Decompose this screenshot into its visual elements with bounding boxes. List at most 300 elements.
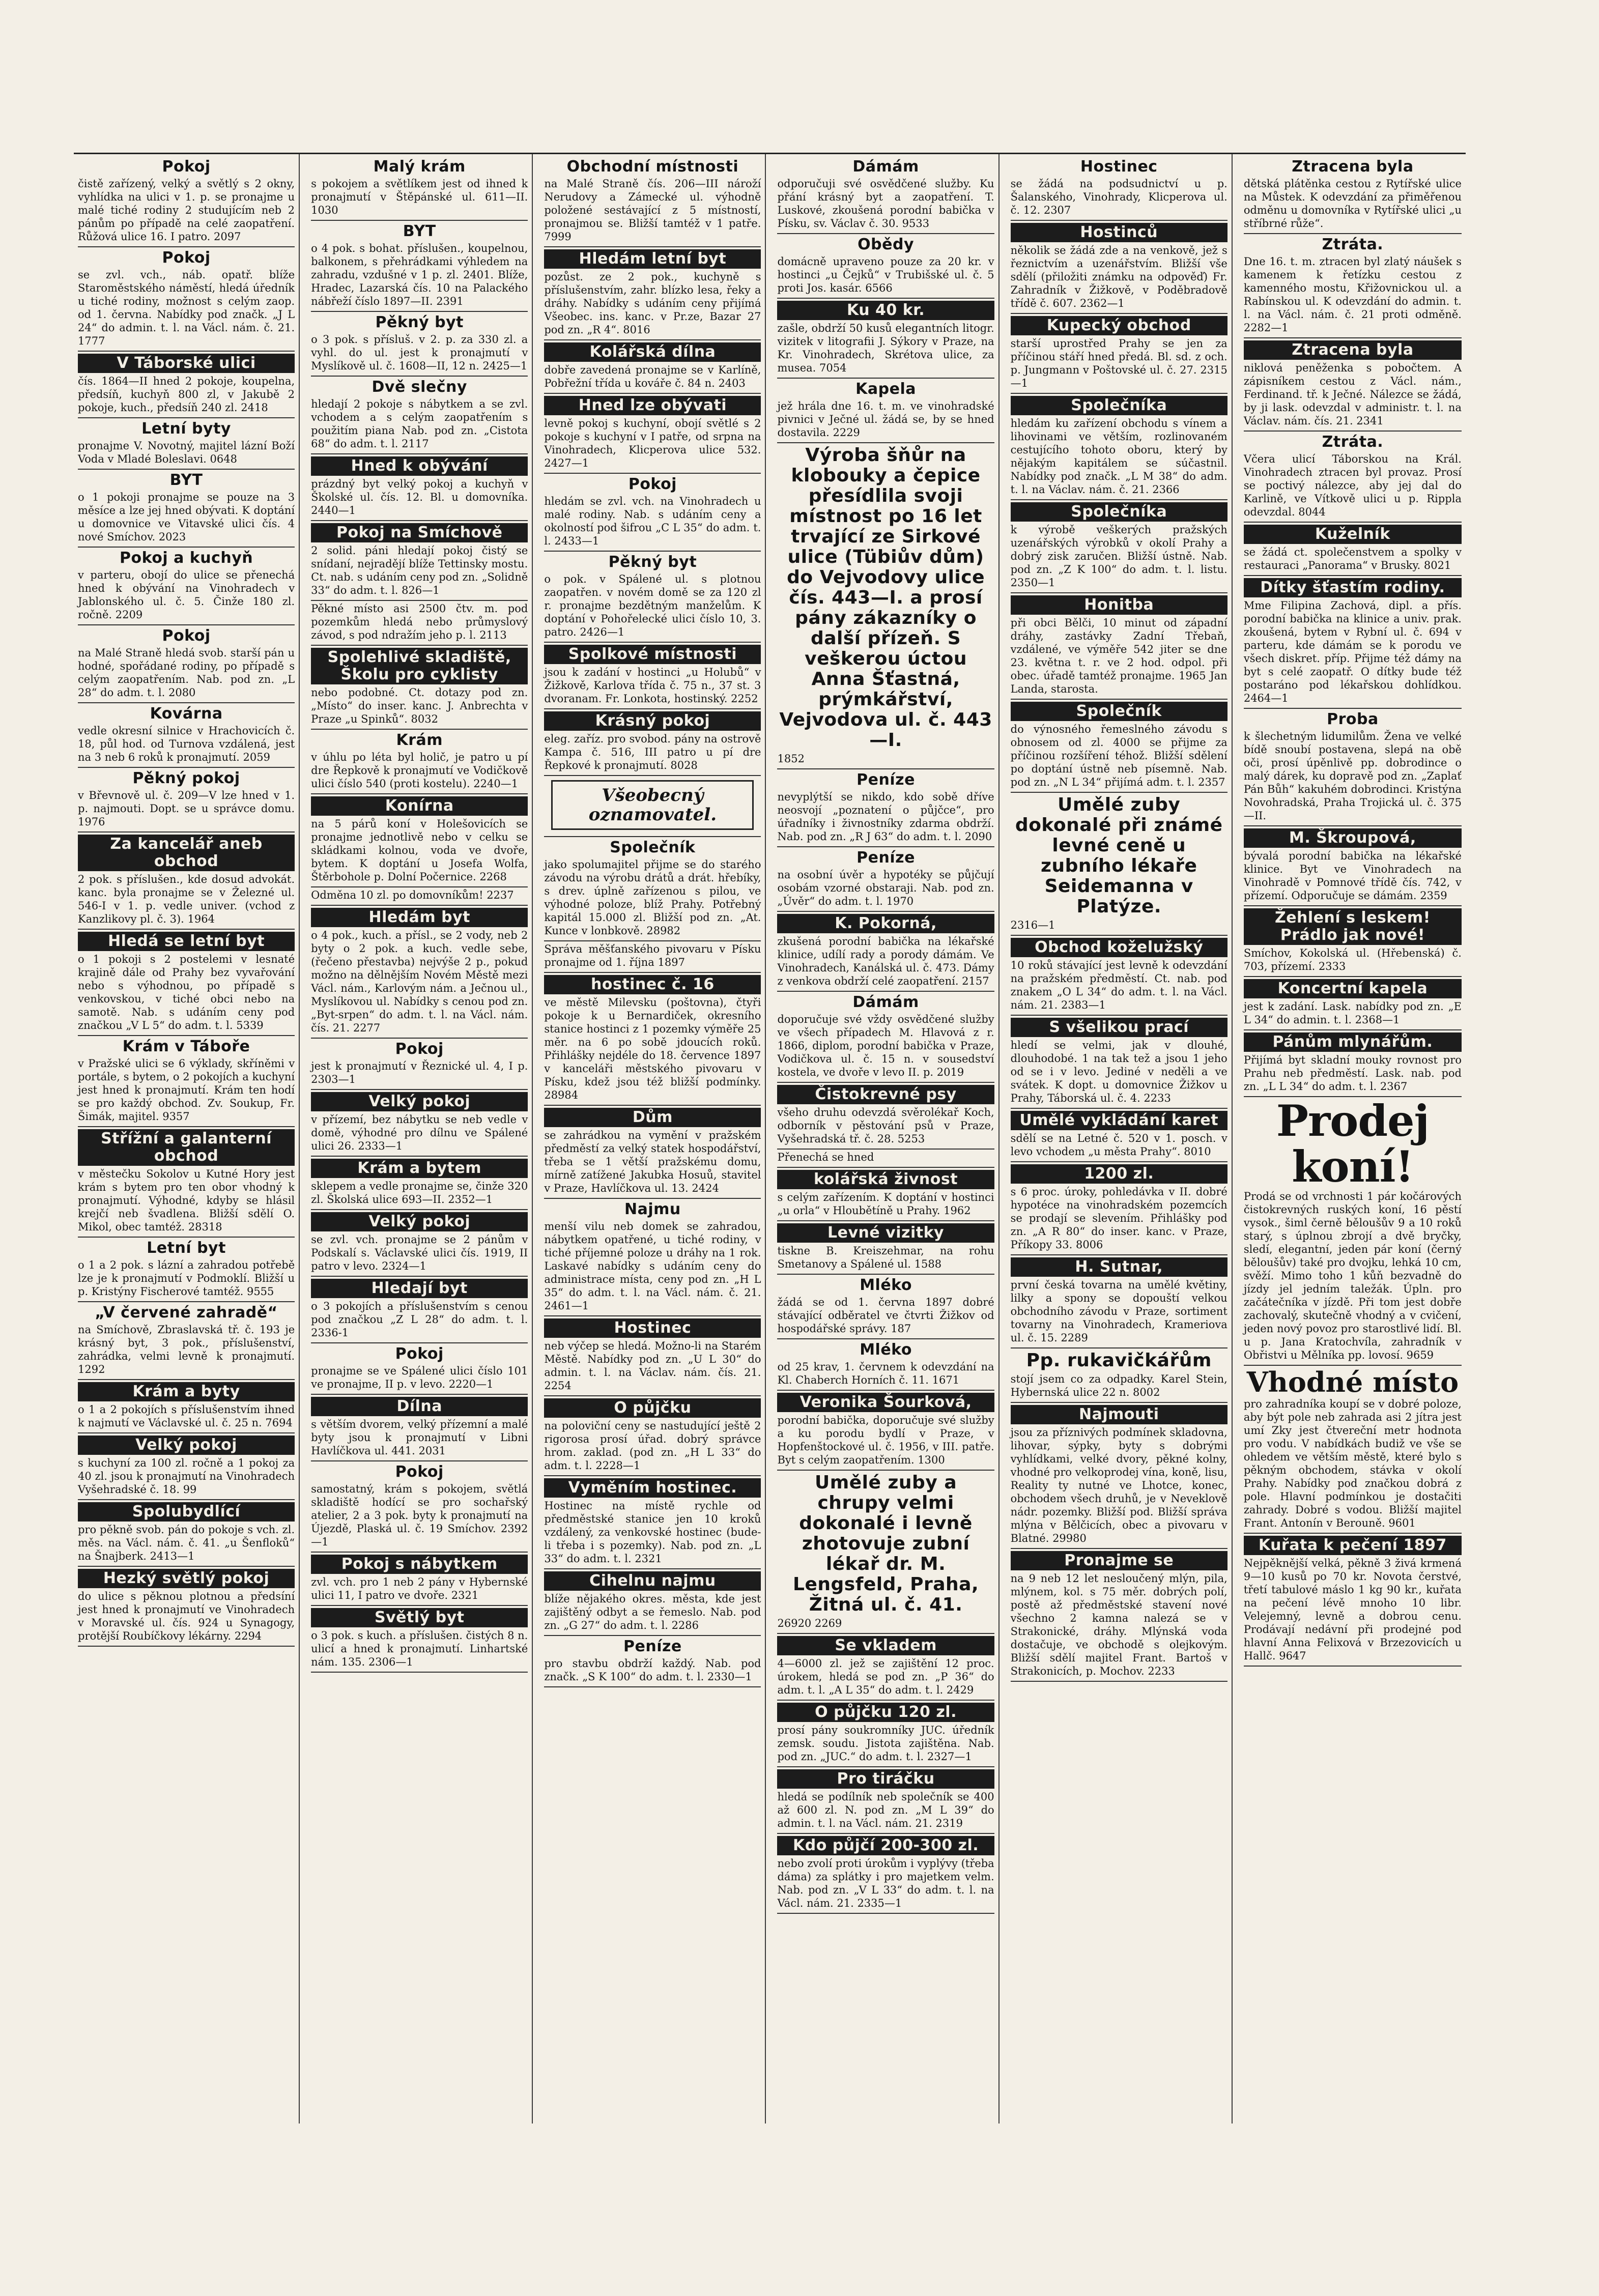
ad-body: o 1 a 2 pokojích s příslušenstvím ihned k najmutí ve Václavské ul. č. 25 n. 7694 <box>78 1403 295 1429</box>
ad-body: Dne 16. t. m. ztracen byl zlatý náušek s kamenem k řetízku cestou z kamenného mostu, Křižovnickou ul. a Rabínskou ul. K odevzdání do admin. t. l. na Václ. nám. č. 21 proti odměně. 2282—1 <box>1243 255 1462 334</box>
ad-body: Smíchov, Kokolská ul. (Hřebenská) č. 703, přízemí. 2333 <box>1243 947 1462 972</box>
ad-heading: Krásný pokoj <box>544 711 761 731</box>
ad-body: v městečku Sokolov u Kutné Hory jest krám s bytem pro ten obor vhodný k pronajmutí. Výhodné, kdyby se hlásil krejčí neb švadlena. Bližší sdělí O. Mikol, obec tamtéž. 28318 <box>78 1168 295 1233</box>
ad-heading: Spolehlivé skladiště, Školu pro cyklisty <box>311 648 528 684</box>
ad-body: porodní babička, doporučuje své služby a ku porodu bydlí v Praze, v Hopfenštockové ul. č. 1956, v III. patře. Byt s celým zaopatřením. 1300 <box>777 1414 994 1466</box>
classified-ad <box>311 1606 528 1673</box>
ad-heading: K. Pokorná, <box>777 914 994 933</box>
classified-ad <box>544 837 761 941</box>
ad-body: vedle okresní silnice v Hrachovicích č. 18, půl hod. od Turnova vzdálená, jest na 3 neb 6 roků k pronajmutí. 2059 <box>78 725 295 763</box>
classified-ad <box>1011 700 1227 793</box>
ad-body: Mme Filipina Zachová, dipl. a přís. porodní babička na klinice a univ. prak. zkoušená, bytem v Rybní ul. č. 694 v parteru, kde dámám se k porodu ve všech diskret. příp. Přijme též dámy na byt s celé zaopatř. O dítky bude též postaráno pod lékařskou dohlídkou. 2464—1 <box>1243 599 1462 704</box>
classified-ad <box>544 474 761 552</box>
ad-heading: Krám a byty <box>78 1382 295 1401</box>
classified-ad <box>78 1036 295 1127</box>
ad-body: čís. 1864—II hned 2 pokoje, koupelna, předsíň, kuchyň 800 zl, v Jakubě 2 pokoje, kuch., předsíň 240 zl. 2418 <box>78 375 295 414</box>
ad-body: pronajme se ve Spálené ulici číslo 101 ve pronajme, II p. v levo. 2220—1 <box>311 1365 528 1390</box>
classified-ad <box>1011 1403 1227 1549</box>
section-banner: Všeobecný oznamovatel. <box>551 780 754 830</box>
classified-ad <box>311 1277 528 1343</box>
classified-ad <box>78 418 295 470</box>
classified-ad <box>777 234 994 299</box>
classified-ad <box>311 377 528 454</box>
classified-ad <box>311 312 528 377</box>
classified-ad <box>311 1157 528 1210</box>
ad-heading: Velký pokoj <box>78 1436 295 1455</box>
classified-ad <box>311 646 528 730</box>
ad-body: hledá se podílník neb společník se 400 až 600 zl. N. pod zn. „M L 39“ do admin. t. l. na Václ. nám. 21. 2319 <box>777 1791 994 1829</box>
ad-heading: Střížní a galanterní obchod <box>78 1129 295 1166</box>
ad-body: s pokojem a světlíkem jest od ihned k pronajmutí v Štěpánské ul. 611—II. 1030 <box>311 178 528 216</box>
classified-ad <box>544 643 761 709</box>
ad-heading: Pokoj na Smíchově <box>311 523 528 542</box>
ad-heading: Žehlení s leskem! Prádlo jak nové! <box>1244 908 1462 945</box>
classified-ad <box>544 552 761 643</box>
ad-heading: Honitba <box>1011 595 1227 615</box>
ad-heading: BYT <box>169 471 203 489</box>
ad-heading: Umělé zuby a chrupy velmi dokonalé i levně zhotovuje zubní lékař dr. M. Lengsfeld, Praha, Žitná ul. č. 41. <box>793 1472 979 1615</box>
ad-heading: Společníka <box>1011 502 1227 522</box>
ad-body: v parteru, obojí do ulice se přenechá hned k obývání na Vinohradech v Jablonského ul. č. 5. Činže 180 zl. ročně. 2209 <box>78 569 295 621</box>
classified-ad <box>544 1476 761 1569</box>
ad-heading: Proba <box>1327 710 1379 728</box>
ad-heading: Levné vizitky <box>777 1223 994 1243</box>
classified-ad <box>777 1834 994 1914</box>
ad-heading: Mléko <box>860 1276 912 1294</box>
ad-heading: Ztráta. <box>1322 433 1384 451</box>
ad-heading: Ztracena byla <box>1292 158 1414 176</box>
ad-body: jest k zadání. Lask. nabídky pod zn. „E L 34“ do admin. t. l. 2368—1 <box>1243 1000 1462 1026</box>
ad-body: Včera ulicí Táborskou na Král. Vinohradech ztracen byl provaz. Prosí se poctivý nálezce, aby jej dal do Karlině, ve Vítkově ulici u p. Rippla odevzdal. 8044 <box>1243 453 1462 518</box>
ad-body: jsou za příznivých podmínek skladovna, lihovar, sýpky, byty s dobrými vyhlídkami, velké dvory, pěkné kolny, vhodné pro velkoprodej vína, koně, lisu, Reality ty nutné ve Lhotce, konec, obchodem všech druhů, je v Neveklově nádr. pozemky. Bližší pod. Bližší správa mlýna v Bělčicích, obec a pivovaru v Blatné. 29980 <box>1010 1426 1227 1544</box>
classified-ad <box>311 730 528 794</box>
ad-body: neb výčep se hledá. Možno-li na Starém Městě. Nabídky pod zn. „U L 30“ do admin. t. l. na Václav. nám. čís. 21. 2254 <box>544 1340 761 1392</box>
classified-ad <box>777 1767 994 1834</box>
ad-body: jež hrála dne 16. t. m. ve vinohradské pivnici v Ječné ul. žádá se, by se hned dostavila. 2229 <box>777 400 994 439</box>
classified-ad <box>777 1339 994 1391</box>
ad-heading: Pokoj <box>162 249 211 267</box>
ad-heading: Hned lze obývati <box>544 396 761 415</box>
ad-heading: S všelikou prací <box>1011 1018 1227 1037</box>
ad-heading: Letní byt <box>147 1239 226 1257</box>
ad-heading: Kuřata k pečení 1897 <box>1244 1536 1462 1555</box>
ad-heading: Společník <box>610 839 696 856</box>
ad-heading: Prodej koní! <box>1276 1096 1429 1192</box>
ad-body: Pěkné místo asi 2500 čtv. m. pod pozemkům hledá nebo průmyslový závod, s pod ndražím jeho p. l. 2113 <box>311 602 528 641</box>
ad-body: o 1 pokoji s 2 postelemi v lesnaté krajině dále od Prahy bez vyvařování nebo s výhodnou, po případě s venkovskou, v tiché obci nebo na samotě. Nab. s udáním ceny pod značkou „V L 5“ do adm. t. l. 5339 <box>78 953 295 1031</box>
ad-heading: Pokoj s nábytkem <box>311 1555 528 1574</box>
ad-heading: Pokoj <box>395 1345 444 1363</box>
ad-heading: Hned k obývání <box>311 456 528 476</box>
ad-heading: Světlý byt <box>311 1608 528 1627</box>
ad-heading: V Táborské ulici <box>78 354 295 373</box>
classified-ad <box>78 1127 295 1238</box>
ad-body: o 3 pokojích a příslušenstvím s cenou pod značkou „Z L 28“ do adm. t. l. 2336-1 <box>311 1300 528 1339</box>
ad-heading: Kdo půjčí 200-300 zl. <box>777 1836 994 1855</box>
classified-ad <box>78 625 295 703</box>
column-2 <box>307 154 533 2123</box>
ad-body: o 3 pok. s přísluš. v 2. p. za 330 zl. a vyhl. do ul. jest k pronajmutí v Myslíkově ul. č. 1608—II, 12 n. 2425—1 <box>311 333 528 372</box>
classified-ad <box>544 1396 761 1476</box>
ad-heading: Hostinec <box>1080 158 1158 176</box>
ad-heading: O půjčku 120 zl. <box>777 1703 994 1722</box>
classified-ad <box>544 247 761 340</box>
ad-heading: Dvě slečny <box>372 378 467 396</box>
ad-heading: Pokoj <box>395 1463 444 1481</box>
ad-body: zkušená porodní babička na lékařské klinice, udílí rady a porody dámám. Ve Vinohradech, Kanálská ul. č. 473. Dámy z venkova obdrží celé zaopatření. 2157 <box>777 935 994 987</box>
ad-body: sklepem a vedle pronajme se, činže 320 zl. Školská ulice 693—II. 2352—1 <box>311 1180 528 1206</box>
ad-body: s celým zařízením. K doptání v hostinci „u orla“ v Hloubětíně u Prahy. 1962 <box>777 1191 994 1217</box>
classified-ad <box>544 340 761 394</box>
ad-body: pronajme V. Novotný, majitel lázní Boží Voda v Mladé Boleslavi. 0648 <box>78 440 295 465</box>
ad-body: v Pražské ulici se 6 výklady, skříněmi v portále, s bytem, o 2 pokojích a kuchyní jest hned k pronajmutí. Krám ten hodí se pro každý obchod. Zv. Soukup, Fr. Šimák, majitel. 9357 <box>78 1057 295 1123</box>
ad-heading: Se vkladem <box>777 1636 994 1655</box>
ad-heading: Pokoj a kuchyň <box>120 549 253 567</box>
classified-ad <box>1244 432 1462 523</box>
ad-heading: Hostinců <box>1011 223 1227 242</box>
classified-ad <box>1011 1348 1227 1403</box>
ad-body: 2316—1 <box>1010 919 1055 931</box>
ad-heading: Dům <box>544 1108 761 1127</box>
ad-body: dobře zavedená pronajme se v Karlíně, Pobřežní třída u kováře č. 84 n. 2403 <box>544 364 761 389</box>
classified-ad <box>78 156 295 247</box>
ad-body: doporučuje své vždy osvědčené služby ve všech případech M. Hlavová z r. 1866, diplom, porodní babička v Praze, Vodičkova ul. č. 15 n. v sousedství kostela, ve dvoře v levo II. p. 2019 <box>777 1013 994 1078</box>
classified-ad <box>78 1380 295 1433</box>
ad-body: žádá se od 1. června 1897 dobré stávající odběratel ve čtvrti Žižkov od hospodářské správy. 187 <box>777 1296 994 1335</box>
ad-heading: Malý krám <box>373 158 466 176</box>
ad-body: v úhlu po léta byl holič, je patro u pí dre Řepkově k pronajmutí ve Vodičkově ulici číslo 540 (proti kostelu). 2240—1 <box>311 751 528 790</box>
ad-heading: Konírna <box>311 796 528 816</box>
classified-ad <box>777 1701 994 1767</box>
classified-ad <box>78 833 295 930</box>
classified-ad <box>1011 156 1227 221</box>
classified-ad <box>777 1083 994 1150</box>
ad-heading: kolářská živnost <box>777 1170 994 1189</box>
classified-ad <box>78 1302 295 1380</box>
classified-ad <box>544 1636 761 1687</box>
ad-heading: M. Škroupová, <box>1244 828 1462 848</box>
ad-body: první česká tovarna na umělé květiny, lilky a spony se dopouští velkou obchodního závodu v Praze, sortiment tovarny na Vinohradech, Krameriova ul. č. 15. 2289 <box>1010 1279 1227 1344</box>
ad-heading: Hledají byt <box>311 1279 528 1298</box>
ad-body: při obci Bělči, 10 minut od západní dráhy, zastávky Zadní Třebaň, vzdálené, ve výměře 542 jiter se dne 23. května t. r. ve 2 hod. odpol. při obec. úřadě tamtéž pronajme. 1965 Jan Landa, starosta. <box>1010 617 1227 695</box>
ad-heading: Ztráta. <box>1322 236 1384 253</box>
classified-ad <box>777 1634 994 1701</box>
classified-ad <box>1244 1097 1462 1366</box>
ad-heading: Kovárna <box>150 705 223 723</box>
ad-heading: Pěkný byt <box>608 553 697 571</box>
classified-ad <box>311 1210 528 1277</box>
ad-heading: Cihelnu najmu <box>544 1571 761 1591</box>
ad-body: Správa měšťanského pivovaru v Písku pronajme od 1. října 1897 <box>544 943 761 968</box>
classified-ad <box>1244 826 1462 906</box>
ad-body: Přenechá se hned <box>777 1151 874 1163</box>
classified-ad <box>1244 977 1462 1030</box>
column-5 <box>1007 154 1233 2123</box>
ad-heading: Kuželník <box>1244 525 1462 544</box>
ad-heading: Peníze <box>856 849 915 867</box>
ad-heading: Hostinec <box>544 1318 761 1338</box>
ad-heading: Kapela <box>855 380 916 398</box>
classified-ad <box>78 768 295 833</box>
classified-ad <box>1011 314 1227 394</box>
classified-ad <box>311 454 528 521</box>
ad-body: domácně upraveno pouze za 20 kr. v hostinci „u Čejků“ v Trubišské ul. č. 5 proti Jos. kasár. 6566 <box>777 255 994 294</box>
ad-body: na Smíchově, Zbraslavská tř. č. 193 je krásný byt, 3 pok., příslušenství, zahrádka, velmi levně k pronajmutí. 1292 <box>78 1324 295 1375</box>
ad-body: se zvl. vch., náb. opatř. blíže Staroměstského náměstí, hledá úředník u tiché rodiny, možnost s celým zaop. od 1. června. Nabídky pod značk. „J L 24“ do admin. t. l. na Václ. nám. č. 21. 1777 <box>78 269 295 347</box>
ad-heading: Pěkný byt <box>375 313 464 331</box>
ad-heading: Hledá se letní byt <box>78 932 295 951</box>
ad-heading: Obchod koželužský <box>1011 938 1227 957</box>
newspaper-page <box>74 153 1466 2123</box>
classified-ad <box>777 379 994 443</box>
ad-body: Hostinec na místě rychle od předměstské stanice jen 10 kroků vzdálený, za venkovské hostinec (bude-li třeba i s pozemky). Nab. pod zn. „L 33“ do adm. t. l. 2321 <box>544 1500 761 1565</box>
ad-body: o 4 pok. s bohat. příslušen., koupelnou, balkonem, s přehrádkami výhledem na zahradu, vzdušné v 1 p. zl. 2401. Blíže, Hradec, Lazarská čís. 10 na Palackého nábřeží číslo 1897—II. 2391 <box>311 242 528 307</box>
ad-body: hledají 2 pokoje s nábytkem a se zvl. vchodem a s celým zaopatřením s použitím piana Nab. pod zn. „Cistota 68“ do adm. t. l. 2117 <box>311 398 528 450</box>
ad-body: o 1 a 2 pok. s lázní a zahradou potřebě lze je k pronajmutí v Podmoklí. Bližší u p. Kristýny Fischerové tamtéž. 9555 <box>78 1259 295 1298</box>
ad-heading: Krám v Táboře <box>122 1038 250 1055</box>
ad-body: o 1 pokoji pronajme se pouze na 3 měsíce a lze jej hned obývati. K doptání u domovnice ve Vitavské ulici čís. 4 nové Smíchov. 2023 <box>78 491 295 543</box>
classified-ad <box>777 992 994 1083</box>
classified-ad <box>1011 1016 1227 1109</box>
ad-body: 2 pok. s příslušen., kde dosud advokát. kanc. byla pronajme se v Železné ul. 546-I v 1. p. vedle univer. (vchod z Kanzlikovy pl. č. 3). 1964 <box>78 873 295 925</box>
ad-heading: 1200 zl. <box>1011 1164 1227 1184</box>
ad-heading: Krám <box>396 731 443 749</box>
ad-body: blíže nějakého okres. města, kde jest zajištěný odbyt a se řemeslo. Nab. pod zn. „G 27“ do adm. t. l. 2286 <box>544 1593 761 1631</box>
ad-heading: Veronika Šourková, <box>777 1393 994 1412</box>
classified-ad <box>777 299 994 379</box>
ad-body: dětská plátěnka cestou z Rytířské ulice na Můstek. K odevzdání za přiměřenou odměnu u domovníka v Rytířské ulici „u stříbrné růže“. <box>1243 178 1462 229</box>
ad-body: sdělí se na Letné č. 520 v 1. posch. v levo vchodem „u města Prahy“. 8010 <box>1010 1132 1227 1158</box>
ad-body: pro pěkně svob. pán do pokoje s vch. zl. měs. na Václ. nám. č. 41. „u Šenfloků“ na Šnajberk. 2413—1 <box>78 1524 295 1562</box>
ad-heading: Pokoj <box>162 158 211 176</box>
ad-body: v přízemí, bez nábytku se neb vedle v domě, výhodné pro dílnu ve Spálené ulici 26. 2333—1 <box>311 1113 528 1152</box>
ad-body: pro zahradníka koupí se v dobré poloze, aby být pole neb zahrada asi 2 jítra jest umí Zky jest čtvereční metr hodnota pro vodu. V nabídkách budiž ve vše se ohledem ve větším městě, které bylo s pěkným obchodem, stávka v okolí Prahy. Nabídky pod značkou dobrá z pole. Hlavní podmínkou je dostačiti zahrady. Dobré s vodou. Bližší majitel Frant. Antonín v Berouně. 9601 <box>1243 1398 1462 1529</box>
ad-heading: Pro tiráčku <box>777 1769 994 1789</box>
ad-body: 4—6000 zl. jež se zajištění 12 proc. úrokem, hledá se pod zn. „P 36“ do adm. t. l. „A L 35“ do adm. t. l. 2429 <box>777 1657 994 1696</box>
ad-heading: Pánům mlynářům. <box>1244 1032 1462 1052</box>
classified-ad <box>544 1316 761 1396</box>
classified-ad <box>1244 523 1462 576</box>
ad-heading: Obchodní místnosti <box>566 158 739 176</box>
classified-ad <box>1244 338 1462 432</box>
classified-ad <box>311 1395 528 1461</box>
ad-heading: Výroba šňůr na klobouky a čepice přesídlila svoji místnost po 16 let trvající ze Sirkové ulice (Tübiův dům) do Vejvodovy ulice čís. 443—I. a prosí pány zákazníky o další přízeň. S veškerou úctou Anna Šťastná, prýmkářství, Vejvodova ul. č. 443—I. <box>779 445 992 751</box>
classified-ad <box>1011 500 1227 593</box>
column-1 <box>74 154 300 2123</box>
classified-ad <box>777 156 994 234</box>
ad-body: stojí jsem co za odpadky. Karel Stein, Hybernská ulice 22 n. 8002 <box>1010 1373 1227 1398</box>
classified-ad <box>1011 1162 1227 1255</box>
ad-body: prosí pány soukromníky JUC. úředník zemsk. soudu. Jistota zajištěna. Nab. pod zn. „JUC.“ do adm. t. l. 2327—1 <box>777 1724 994 1763</box>
ad-body: do ulice s pěknou plotnou a předsíní jest hned k pronajmutí ve Vinohradech v Moravské ul. čís. 924 u Synagogy, protější Roubíčkovy lékárny. 2294 <box>78 1590 295 1642</box>
ad-body: na Malé Straně hledá svob. starší pán u hodné, spořádané rodiny, po případě s celým zaopatřením. Nab. pod zn. „L 28“ do adm. t. l. 2080 <box>78 647 295 699</box>
ad-heading: Kupecký obchod <box>1011 316 1227 335</box>
classified-ad <box>311 221 528 312</box>
ad-heading: Krám a bytem <box>311 1159 528 1178</box>
classified-ad <box>544 776 761 837</box>
classified-ad <box>1011 394 1227 500</box>
ad-heading: Čistokrevné psy <box>777 1085 994 1104</box>
classified-ad <box>311 1039 528 1090</box>
classified-ad <box>1244 709 1462 826</box>
ad-body: se zahrádkou na vymění v pražském předměstí za velký statek hospodářství, třeba se 1 větší pražskému domu, mírně zatížené Jakubka Hosuů, stavitel v Praze, Havlíčkova ul. 13. 2424 <box>544 1129 761 1194</box>
ad-body: 26920 2269 <box>777 1617 842 1629</box>
ad-heading: Za kancelář aneb obchod <box>78 835 295 871</box>
ad-body: se žádá na podsudnictví u p. Šalanského, Vinohrady, Klicperova ul. č. 12. 2307 <box>1010 178 1227 216</box>
ad-body: do výnosného řemeslného závodu s obnosem od zl. 4000 se přijme za příčinou rozšíření téhož. Bližší sdělení po doptání ústně neb písemně. Nab. pod zn. „N L 34“ přijímá adm. t. l. 2357 <box>1010 723 1227 788</box>
classified-ad <box>544 709 761 776</box>
ad-heading: Peníze <box>856 771 915 789</box>
classified-ad <box>78 1238 295 1302</box>
ad-body: pozůst. ze 2 pok., kuchyně s příslušenstvím, zahr. blízko lesa, řeky a dráhy. Nabídky s udáním ceny přijímá Všeobec. ins. kanc. v Pr.ze, Bazar 27 pod zn. „R 4“. 8016 <box>544 271 761 336</box>
ad-heading: Pp. rukavičkářům <box>1026 1350 1212 1371</box>
ad-body: 10 roků stávající jest levně k odevzdání na pražském předměstí. Ct. nab. pod znakem „O L 34“ do adm. t. l. na Václ. nám. 21. 2383—1 <box>1010 959 1227 1011</box>
classified-ad <box>1011 1549 1227 1682</box>
ad-body: o pok. v Spálené ul. s plotnou zaopatřen. v novém domě se za 120 zl r. pronajme bezdětným manželům. K doptání v Pohořelecké ulici číslo 10, 3. patro. 2426—1 <box>544 573 761 638</box>
ad-body: odporučuji své osvědčené služby. Ku přání krásný byt a zaopatření. T. Luskové, zkoušená porodní babička v Písku, sv. Václav č. 30. 9533 <box>777 178 994 229</box>
ad-heading: „V červené zahradě“ <box>95 1304 278 1322</box>
ad-heading: Ku 40 kr. <box>777 301 994 320</box>
classified-ad <box>777 1168 994 1221</box>
classified-ad <box>544 1199 761 1316</box>
ad-heading: Pronajme se <box>1011 1551 1227 1570</box>
classified-ad <box>311 906 528 1039</box>
ad-body: o 4 pok., kuch. a přísl., se 2 vody, neb 2 byty o 2 pok. a kuch. vedle sebe, (řečeno přestavba) nejvýše 2 p., pokud možno na dělnějším Novém Městě mezi Václ. nám., Karlovým nám. a Ječnou ul., Myslíkovou ul. Nabídky s cenou pod zn. „Byt-srpen“ do adm. t. l. na Václ. nám. čís. 21. 2277 <box>311 929 528 1034</box>
ad-body: na 9 neb 12 let nesloučený mlýn, pila, mlýnem, kol. s 75 měr. dobrých polí, postě až předměstské stavení nové všechno 2 kamna nalezá se v Strakonické, dráhy. Mlýnská voda dostačuje, ve obchodě s olejkovým. Bližší sdělí majitel Frant. Bartoš v Strakonicích, p. Mochov. 2233 <box>1010 1572 1227 1677</box>
classified-ad <box>1011 1109 1227 1162</box>
classified-ad <box>78 1433 295 1500</box>
ad-body: hledám ku zařízení obchodu s vínem a lihovinami ve větším, rozlinovaném cestujícího tohoto oboru, který by nějakým kapitálem se súčastnil. Nabídky pod značk. „L M 38“ do adm. t. l. na Václav. nám. č. 21. 2366 <box>1010 417 1227 496</box>
ad-heading: Dámám <box>852 993 919 1011</box>
ad-body: ve městě Milevsku (poštovna), čtyři pokoje k u Bernardiček, okresního stanice hostinci z 1 pozemky výměře 25 měr. na 6 po sobě jdoucích roků. Přihlášky nejdéle do 18. července 1897 v kanceláři městského pivovaru v Písku, kdež jsou též bližší podmínky. 28984 <box>544 996 761 1101</box>
ad-heading: Letní byty <box>141 420 231 438</box>
ad-body: k výrobě veškerých pražských uzenářských výrobků v okolí Prahy a dobrý zisk zaručen. Bližší ústně. Nab. pod zn. „Z K 100“ do adm. t. l. listu. 2350—1 <box>1010 524 1227 589</box>
classified-ad <box>78 470 295 548</box>
classified-ad <box>544 1106 761 1199</box>
ad-body: jest k pronajmutí v Řeznické ul. 4, I p. 2303—1 <box>311 1060 528 1085</box>
ad-heading: Spolubydlící <box>78 1502 295 1522</box>
column-4 <box>773 154 999 2123</box>
ad-heading: Dílna <box>311 1397 528 1416</box>
ad-body: Odměna 10 zl. po domovníkům! 2237 <box>311 889 514 901</box>
ad-heading: Dámám <box>852 158 919 176</box>
classified-ad <box>311 1343 528 1395</box>
ad-body: s kuchyní za 100 zl. ročně a 1 pokoj za 40 zl. jsou k pronajmutí na Vinohradech Vyšehradské č. 18. 99 <box>78 1457 295 1496</box>
ad-body: na osobní úvěr a hypotéky se půjčují osobám vzorné obstaraji. Nab. pod zn. „Úvěr“ do adm. t. l. 1970 <box>777 869 994 907</box>
classified-ad <box>777 1275 994 1339</box>
ad-body: menší vilu neb domek se zahradou, nábytkem opatřené, u tiché rodiny, v tiché příjemné poloze u dráhy na 1 rok. Laskavé nabídky s udáním ceny do administrace místa, ceny pod zn. „H L 35“ do adm. t. l. na Václ. nám. č. 21. 2461—1 <box>544 1220 761 1312</box>
ad-body: niklová peněženka s pobočtem. A zápisníkem cestou z Václ. nám., Ferdinand. tř. k Ječné. Nálezce se žádá, by ji lask. odevzdal v administr. t. l. na Václav. nám. čís. 21. 2341 <box>1243 362 1462 427</box>
ad-heading: Velký pokoj <box>311 1092 528 1111</box>
classified-ad <box>777 847 994 912</box>
classified-ad <box>1244 1366 1462 1534</box>
ad-body: nebo podobné. Ct. dotazy pod zn. „Místo“ do inser. kanc. J. Anbrechta v Praze „u Spinků“. 8032 <box>311 686 528 725</box>
ad-heading: Mléko <box>860 1341 912 1359</box>
ad-body: s 6 proc. úroky, pohledávka v II. dobré hypotéce na vinohradském pozemcích se prodají se slevením. Přihlášky pod zn. „A R 80“ do inser. kanc. v Praze, Příkopy 33. 8006 <box>1010 1186 1227 1251</box>
classified-ad <box>1244 1534 1462 1667</box>
classified-ad <box>777 1391 994 1471</box>
ad-heading: Najmouti <box>1011 1405 1227 1424</box>
ad-body: eleg. zaříz. pro svobod. pány na ostrově Kampa č. 516, III patro u pí dre Řepkové k pronajmutí. 8028 <box>544 733 761 771</box>
classified-ad <box>311 887 528 906</box>
ad-heading: Obědy <box>858 236 914 253</box>
classified-ad <box>1011 793 1227 936</box>
ad-body: jako spolumajitel přijme se do starého závodu na výrobu drátů a drát. hřebíky, s drev. úplně zařízenou s pilou, ve výhodné poloze, blíž Prahy. Potřebný kapitál 15.000 zl. Bližší pod zn. „At. Kunce v lonbkově. 28982 <box>544 858 761 937</box>
classified-ad <box>78 930 295 1036</box>
ad-body: s větším dvorem, velký přízemní a malé byty jsou k pronajmutí v Libni Havlíčkova ul. 441. 2031 <box>311 1418 528 1457</box>
ad-body: od 25 krav, 1. červnem k odevzdání na Kl. Chaberch Horních č. 11. 1671 <box>777 1361 994 1386</box>
classified-ad <box>311 1090 528 1157</box>
ad-heading: Umělé zuby dokonalé při známé levné ceně u zubního lékaře Seidemanna v Platýze. <box>1015 794 1223 917</box>
ad-body: hledám se zvl. vch. na Vinohradech u malé rodiny. Nab. s udáním ceny a okolností pod šifrou „C L 35“ do adm. t. l. 2433—1 <box>544 495 761 547</box>
ad-body: jsou k zadání v hostinci „u Holubů“ v Žižkově, Karlova třída č. 75 n., 37 st. 3 dvoranam. Fr. Lonkota, hostinský. 2252 <box>544 666 761 705</box>
ad-body: levně pokoj s kuchyní, obojí světlé s 2 pokoje s kuchyní v I patře, od srpna na Vinohradech, Klicperova ulice 532. 2427—1 <box>544 417 761 469</box>
classified-ad <box>544 973 761 1106</box>
column-3 <box>540 154 766 2123</box>
ad-heading: Společníka <box>1011 396 1227 415</box>
ad-heading: Pokoj <box>628 475 677 493</box>
ad-heading: Pokoj <box>162 627 211 645</box>
classified-ad <box>544 1569 761 1636</box>
classified-ad <box>544 394 761 474</box>
classified-ad <box>78 703 295 768</box>
classified-ad <box>78 352 295 418</box>
classified-ad <box>777 443 994 769</box>
ad-body: čistě zařízený, velký a světlý s 2 okny, vyhlídka na ulici v 1. p. se pronajme u malé tiché rodiny 2 studujícím neb 2 pánům po případě na celé zaopatření. Růžová ulice 16. I patro. 2097 <box>78 178 295 243</box>
classified-ad <box>777 912 994 992</box>
classified-ad <box>777 769 994 847</box>
ad-body: zvl. vch. pro 1 neb 2 pány v Hybernské ulici 11, I patro ve dvoře. 2321 <box>311 1576 528 1601</box>
ad-body: všeho druhu odevzdá svěrolékař Koch, odborník v pěstování psů v Praze, Vyšehradská tř. č. 28. 5253 <box>777 1106 994 1145</box>
ad-heading: hostinec č. 16 <box>544 975 761 994</box>
ad-body: bývalá porodní babička na lékařské klinice. Byt ve Vinohradech na Vinohradě v Pomnové třídě čís. 742, v přízemí. Odporučuje se dámám. 2359 <box>1243 850 1462 902</box>
ad-body: Nejpěknější velká, pěkně 3 živá krmená 9—10 kusů po 70 kr. Novota čerstvé, třetí tabulové máslo 1 kg 90 kr., kuřata na pečení lévě mnoho 10 libr. Velejemný, levně a dobrou cenu. Prodávají nedávní při prodejné pod hlavní Anna Felixová v Brzezovicích u Hallč. 9647 <box>1243 1557 1462 1662</box>
ad-body: na poloviční ceny se nastudující ještě 2 rigorosa prosí úřad. dobrý správce hrom. zaklad. (pod zn. „H L 33“ do adm. t. l. 2228—1 <box>544 1420 761 1472</box>
classified-ad <box>311 794 528 887</box>
ad-heading: Hledám byt <box>311 908 528 927</box>
classified-ad <box>544 941 761 973</box>
classified-ad <box>777 1150 994 1168</box>
classified-ad <box>1011 221 1227 314</box>
ad-heading: Koncertní kapela <box>1244 979 1462 998</box>
ad-body: v Břevnově ul. č. 209—V lze hned v 1. p. najmouti. Dopt. se u správce domu. 1976 <box>78 789 295 828</box>
classified-ad <box>1244 906 1462 977</box>
classified-ad <box>311 156 528 221</box>
ad-body: Přijímá byt skladní mouky rovnost pro Prahu neb předměstí. Lask. nab. pod zn. „L L 34“ do adm. t. l. 2367 <box>1243 1054 1462 1093</box>
classified-ad <box>777 1471 994 1634</box>
classified-ad <box>1244 1030 1462 1097</box>
ad-body: pro stavbu obdrží každý. Nab. pod značk. „S K 100“ do adm. t. l. 2330—1 <box>544 1657 761 1683</box>
classified-ad <box>78 548 295 625</box>
ad-body: nebo zvolí proti úrokům i vyplývy (třeba dáma) za splátky i pro majetkem velm. Nab. pod zn. „V L 33“ do adm. t. l. na Václ. nám. 21. 2335—1 <box>777 1857 994 1909</box>
classified-ad <box>777 1221 994 1275</box>
classified-ad <box>1244 576 1462 709</box>
ad-heading: Vhodné místo <box>1246 1366 1459 1398</box>
ad-body: starší uprostřed Prahy se jen za příčinou stáří hned předá. Bl. sd. z och. p. Jungmann v Poštovské ul. č. 27. 2315—1 <box>1010 337 1227 389</box>
classified-ad <box>311 601 528 646</box>
classified-ad <box>311 1461 528 1553</box>
ad-body: o 3 pok. s kuch. a příslušen. čistých 8 n. ulicí a hned k pronajmutí. Linhartské nám. 135. 2306—1 <box>311 1629 528 1668</box>
ad-body: nevyplýtší se nikdo, kdo sobě dříve neosvojí „poznatení o půjčce“, pro úřadníky i živnostníky zdarma obdrží. Nab. pod zn. „R J 63“ do adm. t. l. 2090 <box>777 791 994 843</box>
ad-body: na 5 párů koní v Holešovicích se pronajme jednotlivě nebo v celku se skládkami kolnou, voda ve dvoře, bytem. K doptání u Josefa Wolfa, Štěrbohole p. Dolní Počernice. 2268 <box>311 818 528 883</box>
ad-heading: Velký pokoj <box>311 1212 528 1231</box>
ad-body: se zvl. vch. pronajme se 2 pánům v Podskalí s. Václavské ulici čís. 1919, II patro v levo. 2324—1 <box>311 1233 528 1272</box>
ad-body: Prodá se od vrchnosti 1 pár kočárových čistokrevných ruských koní, 16 pěstí vysok., šiml černě běloušův 9 a 10 roků starý, s úplnou zbrojí a dvě bryčky, sledí, elegantní, jeden pár koní (černý běloušův) také pro dvojku, lehká 10 cm, svěží. Mimo toho 1 kůň bezvadně do jízdy jel jedním taležák. Úpln. pro začátečníka v jízdě. Při tom jest dobře zachovalý, skutečně vhodný a v cvičení, jeden nový povoz pro starostlivé lidí. Bl. u p. Jana Kratochvíla, zahradník v Obřistvi u Mělníka pp. lovosí. 9659 <box>1243 1190 1462 1361</box>
ad-body: samostatný, krám s pokojem, světlá skladiště hodící se pro sochařský atelier, 2 a 3 pok. byty k pronajmutí na Újezdě, Plaská ul. č. 19 Smíchov. 2392—1 <box>311 1483 528 1548</box>
classified-ad <box>1244 234 1462 338</box>
column-6 <box>1240 154 1466 2123</box>
ad-heading: Hledám letní byt <box>544 249 761 269</box>
